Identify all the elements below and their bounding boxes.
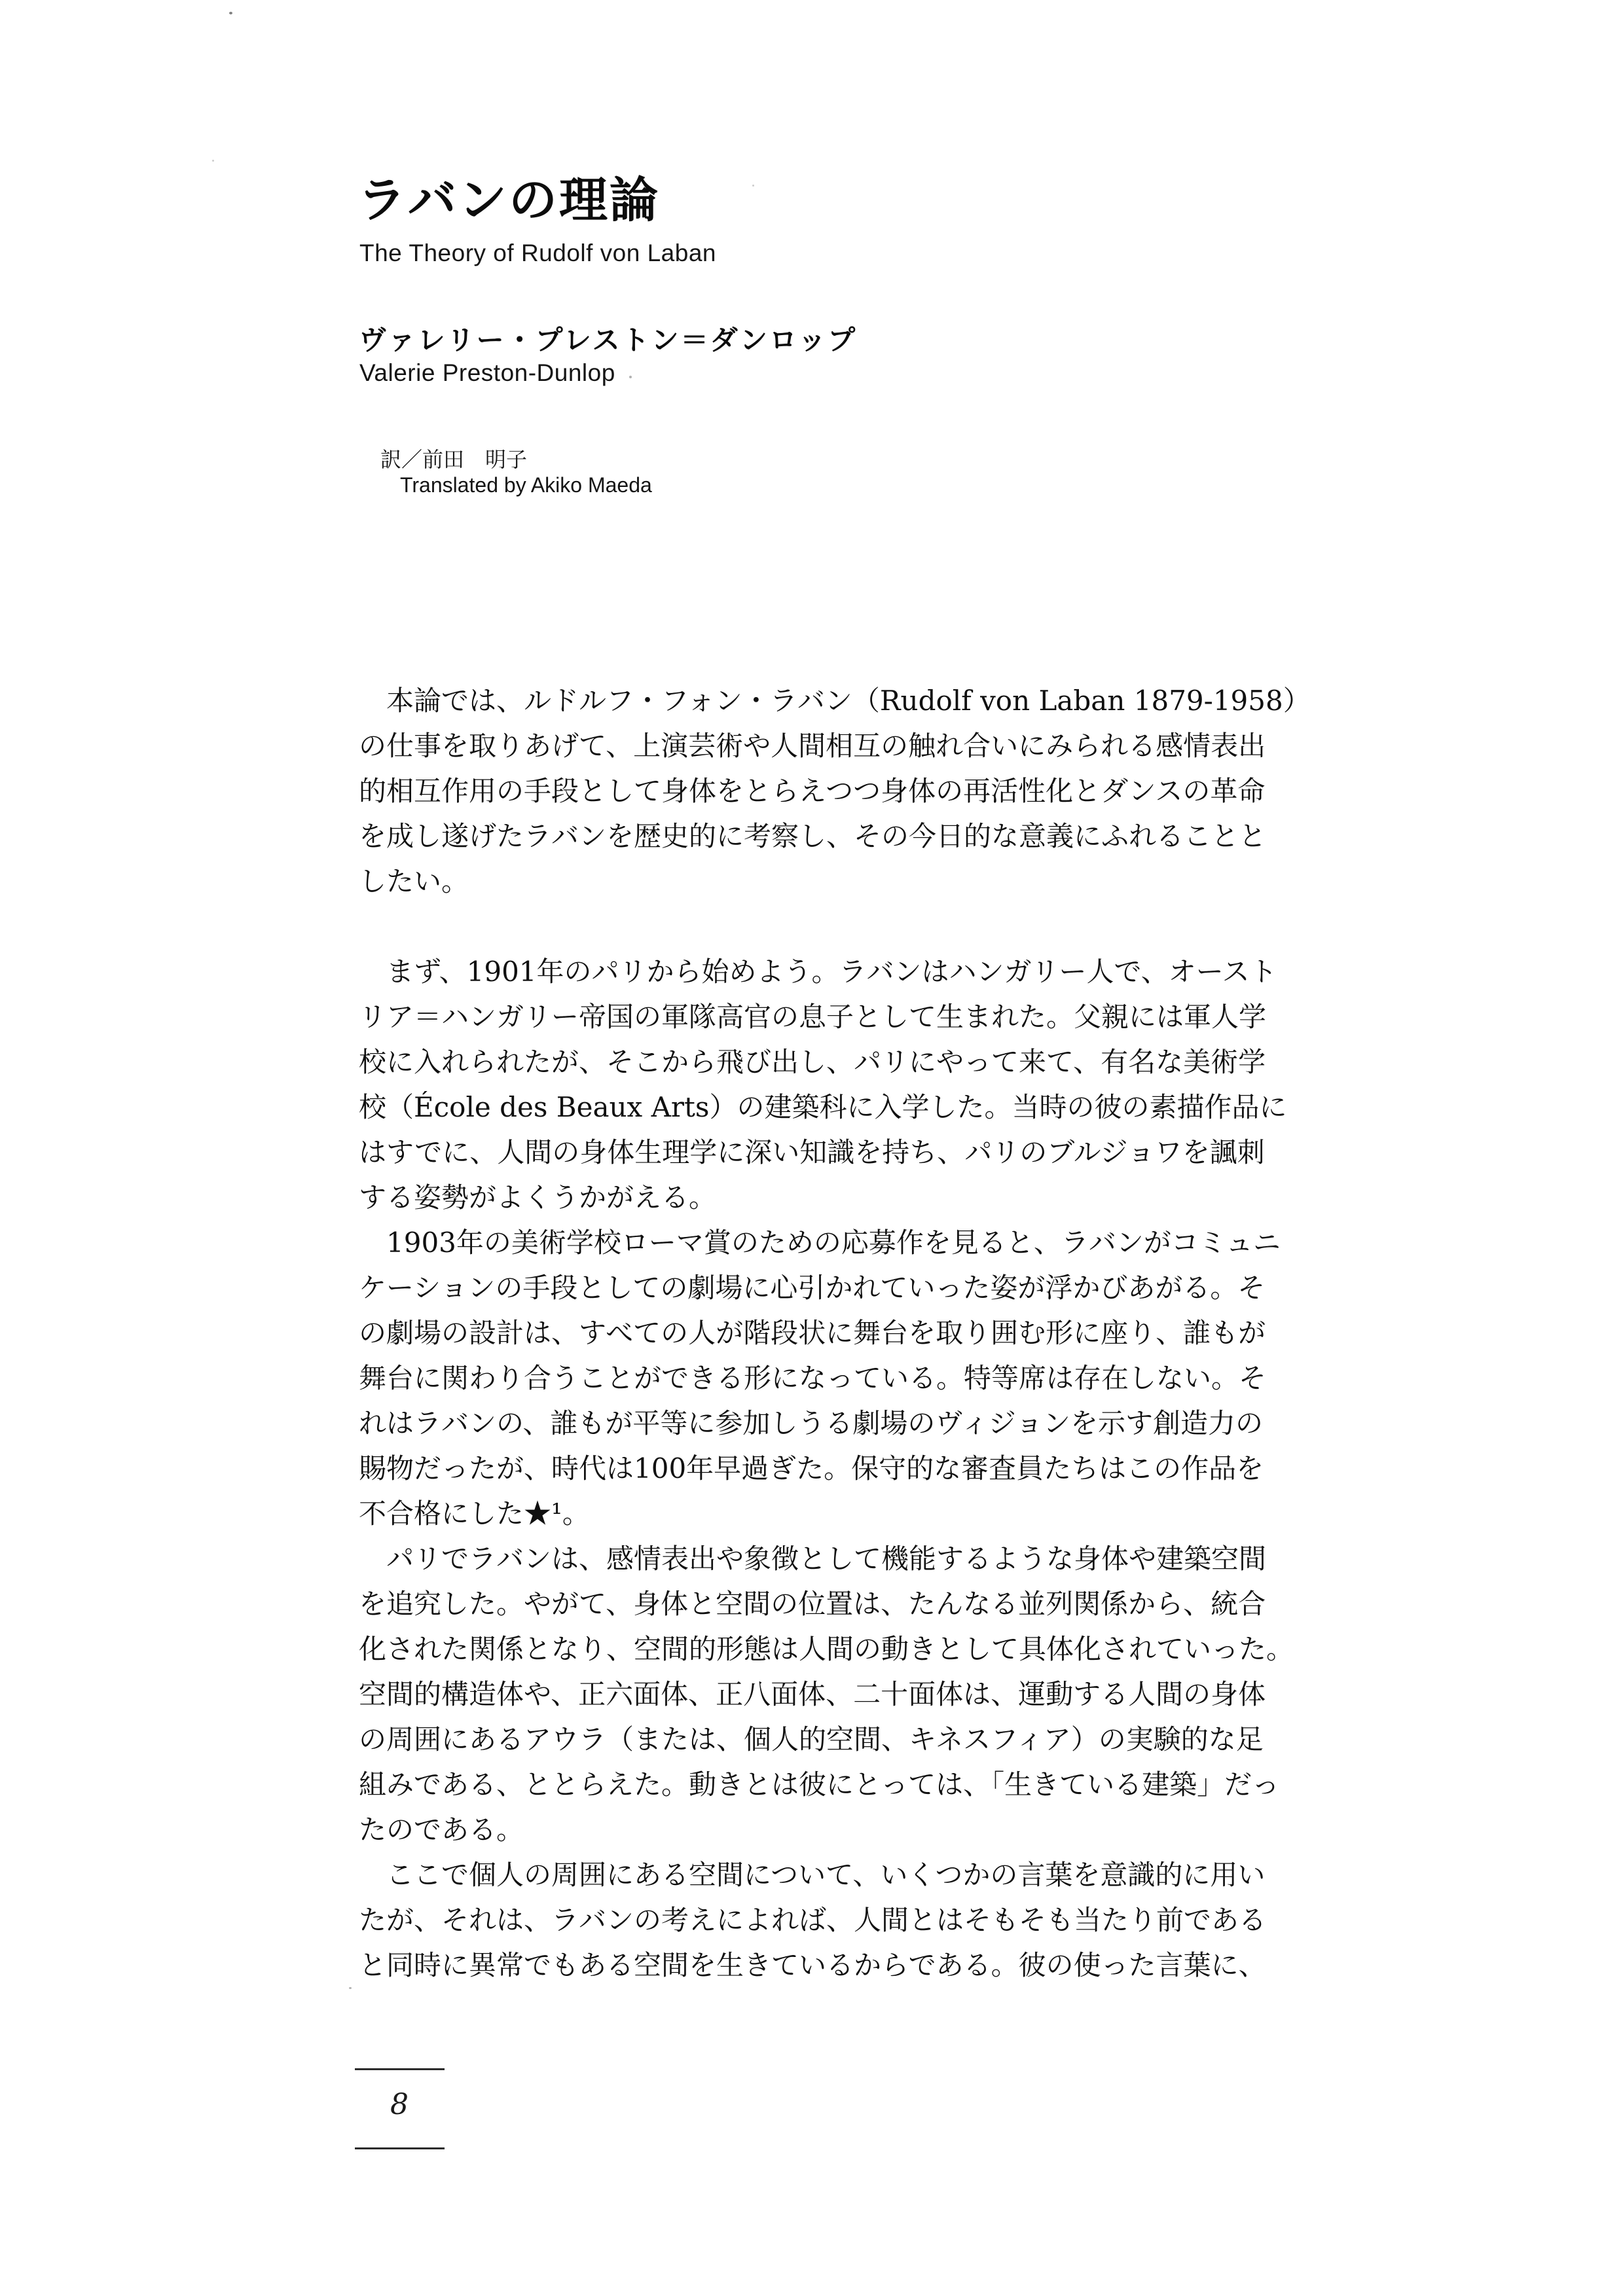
footer-rule-bottom	[355, 2147, 445, 2149]
body-line: を成し遂げたラバンを歴史的に考察し、その今日的な意義にふれることと	[359, 820, 1267, 852]
body-line: はすでに、人間の身体生理学に深い知識を持ち、パリのブルジョワを諷刺	[359, 1136, 1265, 1168]
body-line: 的相互作用の手段として身体をとらえつつ身体の再活性化とダンスの革命	[359, 775, 1266, 807]
translator-name-japanese: 訳／前田 明子	[380, 447, 528, 472]
article-body	[359, 678, 1311, 1988]
body-line: と同時に異常でもある空間を生きているからである。彼の使った言葉に、	[359, 1949, 1266, 1981]
body-line: まず、1901年のパリから始めよう。ラバンはハンガリー人で、オースト	[359, 956, 1277, 988]
body-line: 校（École des Beaux Arts）の建築科に入学した。当時の彼の素描作品に	[359, 1091, 1287, 1123]
body-line: パリでラバンは、感情表出や象徴として機能するような身体や建築空間	[359, 1543, 1267, 1575]
page-number: 8	[390, 2088, 409, 2121]
body-line: リア＝ハンガリー帝国の軍隊高官の息子として生まれた。父親には軍人学	[359, 1001, 1267, 1033]
scan-speck	[629, 376, 632, 378]
body-line: 舞台に関わり合うことができる形になっている。特等席は存在しない。そ	[359, 1362, 1267, 1394]
body-line: を追究した。やがて、身体と空間の位置は、たんなる並列関係から、統合	[359, 1588, 1266, 1620]
body-line: の仕事を取りあげて、上演芸術や人間相互の触れ合いにみられる感情表出	[359, 730, 1266, 762]
body-line: 本論では、ルドルフ・フォン・ラバン（Rudolf von Laban 1879-1958）	[359, 685, 1311, 717]
translator-credit-english: Translated by Akiko Maeda	[400, 473, 652, 497]
body-line: 1903年の美術学校ローマ賞のための応募作を見ると、ラバンがコミュニ	[359, 1227, 1281, 1259]
body-line: の周囲にあるアウラ（または、個人的空間、キネスフィア）の実験的な足	[359, 1723, 1264, 1755]
body-line: 化された関係となり、空間的形態は人間の動きとして具体化されていった。	[359, 1633, 1294, 1665]
body-line: たが、それは、ラバンの考えによれば、人間とはそもそも当たり前である	[359, 1904, 1267, 1936]
scan-speck	[349, 1987, 352, 1989]
scan-speck	[229, 12, 232, 14]
translator-line	[359, 419, 652, 522]
body-line: する姿勢がよくうかがえる。	[359, 1181, 717, 1213]
body-line: ここで個人の周囲にある空間について、いくつかの言葉を意識的に用い	[359, 1859, 1266, 1891]
footer-rule-top	[355, 2068, 445, 2070]
author-name-japanese: ヴァレリー・プレストン＝ダンロップ	[359, 324, 858, 356]
body-line: 校に入れられたが、そこから飛び出し、パリにやって来て、有名な美術学	[359, 1046, 1266, 1078]
body-line: 空間的構造体や、正六面体、正八面体、二十面体は、運動する人間の身体	[359, 1678, 1266, 1710]
body-line: の劇場の設計は、すべての人が階段状に舞台を取り囲む形に座り、誰もが	[359, 1317, 1266, 1349]
body-line: たのである。	[359, 1814, 524, 1846]
body-line: れはラバンの、誰もが平等に参加しうる劇場のヴィジョンを示す創造力の	[359, 1407, 1263, 1439]
author-name-english: Valerie Preston-Dunlop	[359, 359, 615, 386]
body-line: 組みである、ととらえた。動きとは彼にとっては、「生きている建築」だっ	[359, 1768, 1280, 1801]
article-title-japanese: ラバンの理論	[357, 172, 660, 228]
paragraph-break	[359, 904, 1311, 949]
body-line: 賜物だったが、時代は100年早過ぎた。保守的な審査員たちはこの作品を	[359, 1452, 1264, 1484]
body-line: ケーションの手段としての劇場に心引かれていった姿が浮かびあがる。そ	[359, 1272, 1266, 1304]
scan-speck	[752, 185, 754, 187]
body-line: したい。	[359, 865, 469, 897]
body-line: 不合格にした★¹。	[359, 1498, 590, 1530]
scan-speck	[212, 160, 214, 162]
article-title-english: The Theory of Rudolf von Laban	[359, 240, 716, 266]
